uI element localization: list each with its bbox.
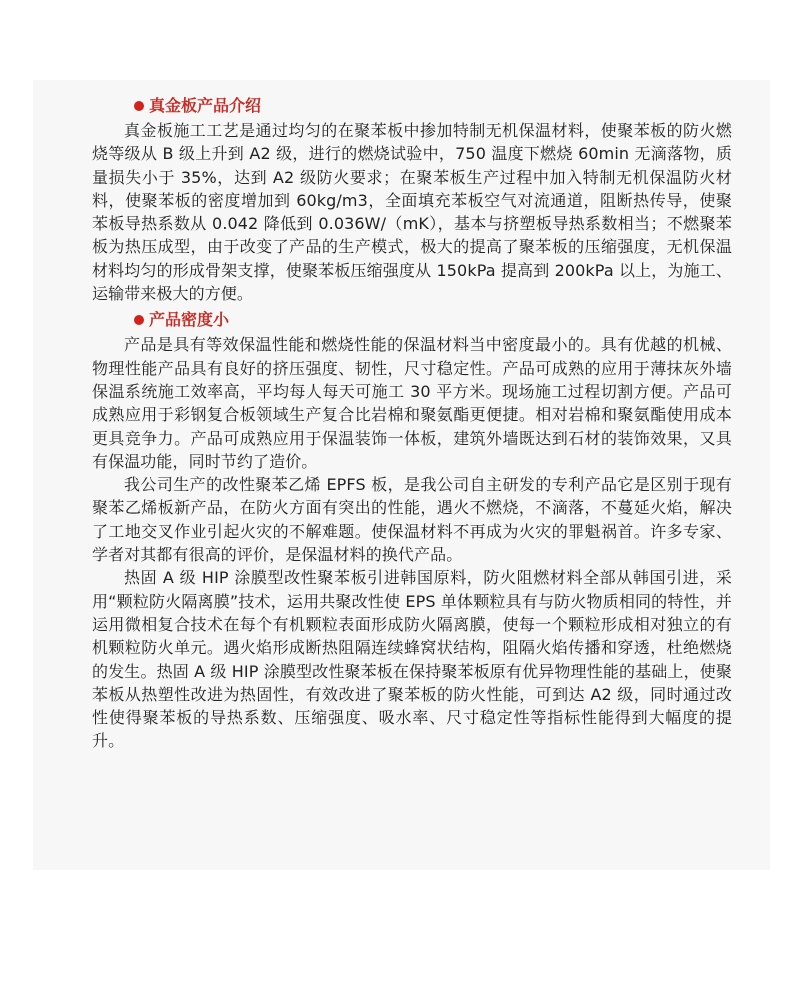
paragraph: 真金板施工工艺是通过均匀的在聚苯板中掺加特制无机保温材料，使聚苯板的防火燃烧等级从 B 级上升到 A2 级，进行的燃烧试验中，750 温度下燃烧 60min 无滴落物，质量损失小于 35%，达到 A2 级防火要求；在聚苯板生产过程中加入特制无机保温防火材料，使聚苯板的密度增加到 60kg/m3，全面填充苯板空气对流通道，阻断热传导，使聚苯板导热系数从 0.042 降低到 0.036W/（mK），基本与挤塑板导热系数相当；不燃聚苯板为热压成型，由于改变了产品的生产模式，极大的提高了聚苯板的压缩强度，无机保温材料均匀的形成骨架支撑，使聚苯板压缩强度从 150kPa 提高到 200kPa 以上，为施工、运输带来极大的方便。 — [92, 121, 732, 304]
section-heading — [134, 93, 732, 119]
red-bullet-icon — [134, 101, 144, 111]
section-low-density — [92, 307, 732, 752]
section-title: 真金板产品介绍 — [149, 96, 262, 115]
red-bullet-icon — [134, 315, 144, 325]
paragraph: 我公司生产的改性聚苯乙烯 EPFS 板，是我公司自主研发的专利产品它是区别于现有聚苯乙烯板新产品，在防火方面有突出的性能，遇火不燃烧，不滴落，不蔓延火焰，解决了工地交叉作业引起火灾的不解难题。使保温材料不再成为火灾的罪魁祸首。许多专家、学者对其都有很高的评价，是保温材料的换代产品。 — [92, 475, 732, 565]
section-product-intro — [92, 93, 732, 305]
section-title: 产品密度小 — [149, 310, 230, 330]
paragraph: 产品是具有等效保温性能和燃烧性能的保温材料当中密度最小的。具有优越的机械、物理性能产品具有良好的挤压强度、韧性，尺寸稳定性。产品可成熟的应用于薄抹灰外墙保温系统施工效率高，平均每人每天可施工 30 平方米。现场施工过程切割方便。产品可成熟应用于彩钢复合板领域生产复合比岩棉和聚氨酯更便捷。相对岩棉和聚氨酯使用成本更具竞争力。产品可成熟应用于保温装饰一体板，建筑外墙既达到石材的装饰效果，又具有保温功能，同时节约了造价。 — [92, 335, 732, 471]
paragraph: 热固 A 级 HIP 涂膜型改性聚苯板引进韩国原料，防火阻燃材料全部从韩国引进，采用“颗粒防火隔离膜”技术，运用共聚改性使 EPS 单体颗粒具有与防火物质相同的特性，并运用微相复合技术在每个有机颗粒表面形成防火隔离膜，使每一个颗粒形成相对独立的有机颗粒防火单元。遇火焰形成断热阻隔连续蜂窝状结构，阻隔火焰传播和穿透，杜绝燃烧的发生。热固 A 级 HIP 涂膜型改性聚苯板在保持聚苯板原有优异物理性能的基础上，使聚苯板从热塑性改进为热固性，有效改进了聚苯板的防火性能，可到达 A2 级，同时通过改性使得聚苯板的导热系数、压缩强度、吸水率、尺寸稳定性等指标性能得到大幅度的提升。 — [92, 568, 732, 751]
section-heading — [134, 307, 732, 333]
article-content — [92, 93, 732, 753]
